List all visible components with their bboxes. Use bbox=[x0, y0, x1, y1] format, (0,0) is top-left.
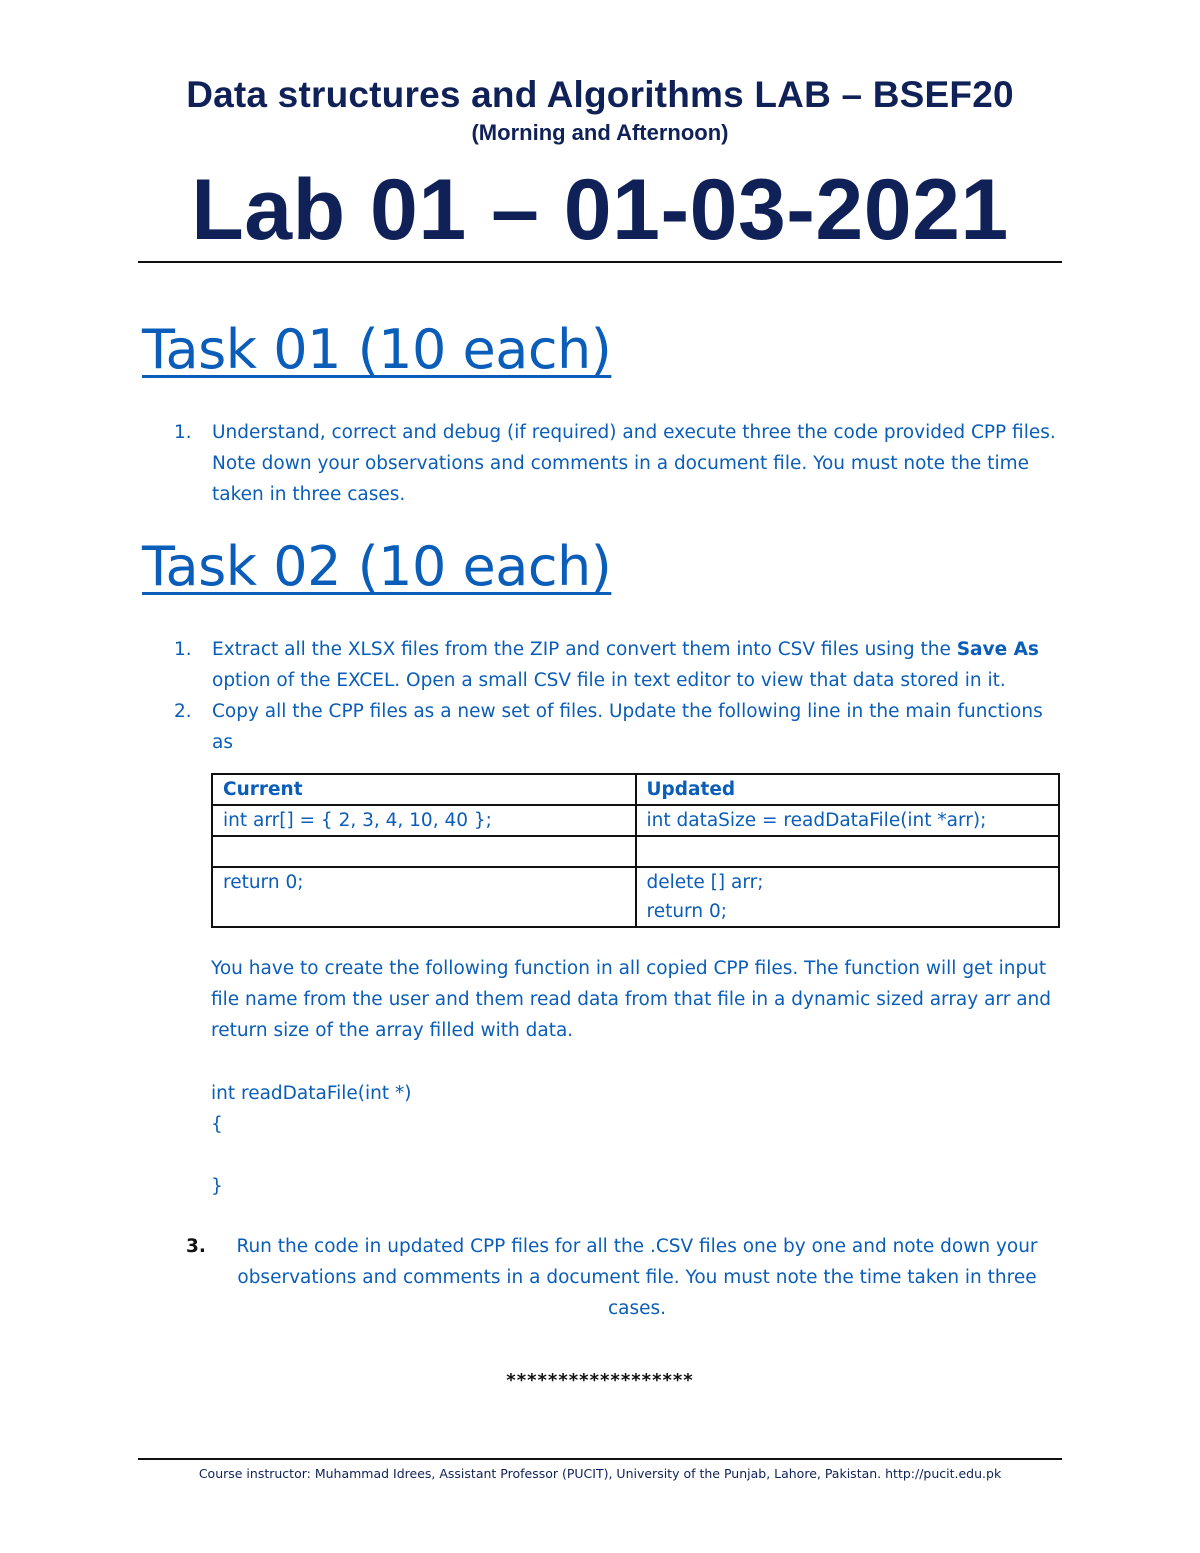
table-cell: int arr[] = { 2, 3, 4, 10, 40 }; bbox=[212, 805, 636, 836]
list-number: 3. bbox=[186, 1236, 206, 1257]
task1-item-1 bbox=[174, 417, 1064, 510]
list-item-text: Copy all the CPP files as a new set of files. Update the following line in the main functions as bbox=[212, 701, 1043, 753]
save-as-bold: Save As bbox=[956, 639, 1039, 660]
list-item-text bbox=[212, 634, 1064, 696]
function-code-block bbox=[211, 1078, 1071, 1202]
header-divider bbox=[138, 261, 1062, 263]
list-number: 1. bbox=[174, 422, 192, 443]
task2-item-3 bbox=[186, 1231, 1076, 1324]
table-cell: return 0; bbox=[212, 867, 636, 927]
lab-title: Lab 01 – 01-03-2021 bbox=[191, 162, 1009, 258]
task2-item-2 bbox=[174, 696, 1064, 758]
function-description: You have to create the following function in all copied CPP files. The function will get input file name from the user and them read data from that file in a dynamic sized array arr and return size of the array filled with data. bbox=[211, 958, 1052, 1041]
table-row bbox=[212, 867, 1059, 927]
table-cell bbox=[212, 836, 636, 867]
table-cell: int dataSize = readDataFile(int *arr); bbox=[636, 805, 1060, 836]
document-subtitle: (Morning and Afternoon) bbox=[471, 120, 729, 145]
task2-item-1 bbox=[174, 634, 1064, 696]
code-line: { bbox=[211, 1114, 223, 1135]
code-line: } bbox=[211, 1176, 223, 1197]
task1-heading: Task 01 (10 each) bbox=[142, 318, 612, 381]
list-number: 2. bbox=[174, 701, 192, 722]
code-line bbox=[211, 1140, 1071, 1171]
table-cell: delete [] arr; return 0; bbox=[636, 867, 1060, 927]
text-span: option of the EXCEL. Open a small CSV file in text editor to view that data stored in it. bbox=[212, 670, 1006, 691]
code-line: int readDataFile(int *) bbox=[211, 1083, 412, 1104]
table-row bbox=[212, 805, 1059, 836]
list-number: 1. bbox=[174, 639, 192, 660]
footer-text: Course instructor: Muhammad Idrees, Assistant Professor (PUCIT), University of the Punjab, Lahore, Pakistan. http://pucit.edu.pk bbox=[198, 1466, 1002, 1481]
code-update-table bbox=[211, 773, 1060, 928]
table-row bbox=[212, 836, 1059, 867]
table-header-row bbox=[212, 774, 1059, 805]
list-item-text: Run the code in updated CPP files for all the .CSV files one by one and note down your observations and comments in a document file. You must note the time taken in three cases. bbox=[236, 1236, 1038, 1319]
separator-stars: ****************** bbox=[506, 1370, 694, 1391]
list-item-text: Understand, correct and debug (if required) and execute three the code provided CPP files. Note down your observations and comments in a document file. You must note the time taken in three cases. bbox=[212, 422, 1056, 505]
table-header-current: Current bbox=[212, 774, 636, 805]
table-header-updated: Updated bbox=[636, 774, 1060, 805]
table-cell bbox=[636, 836, 1060, 867]
document-title: Data structures and Algorithms LAB – BSEF20 bbox=[186, 74, 1014, 115]
task2-heading: Task 02 (10 each) bbox=[142, 535, 612, 598]
footer-divider bbox=[138, 1458, 1062, 1460]
text-span: Extract all the XLSX files from the ZIP and convert them into CSV files using the bbox=[212, 639, 957, 660]
